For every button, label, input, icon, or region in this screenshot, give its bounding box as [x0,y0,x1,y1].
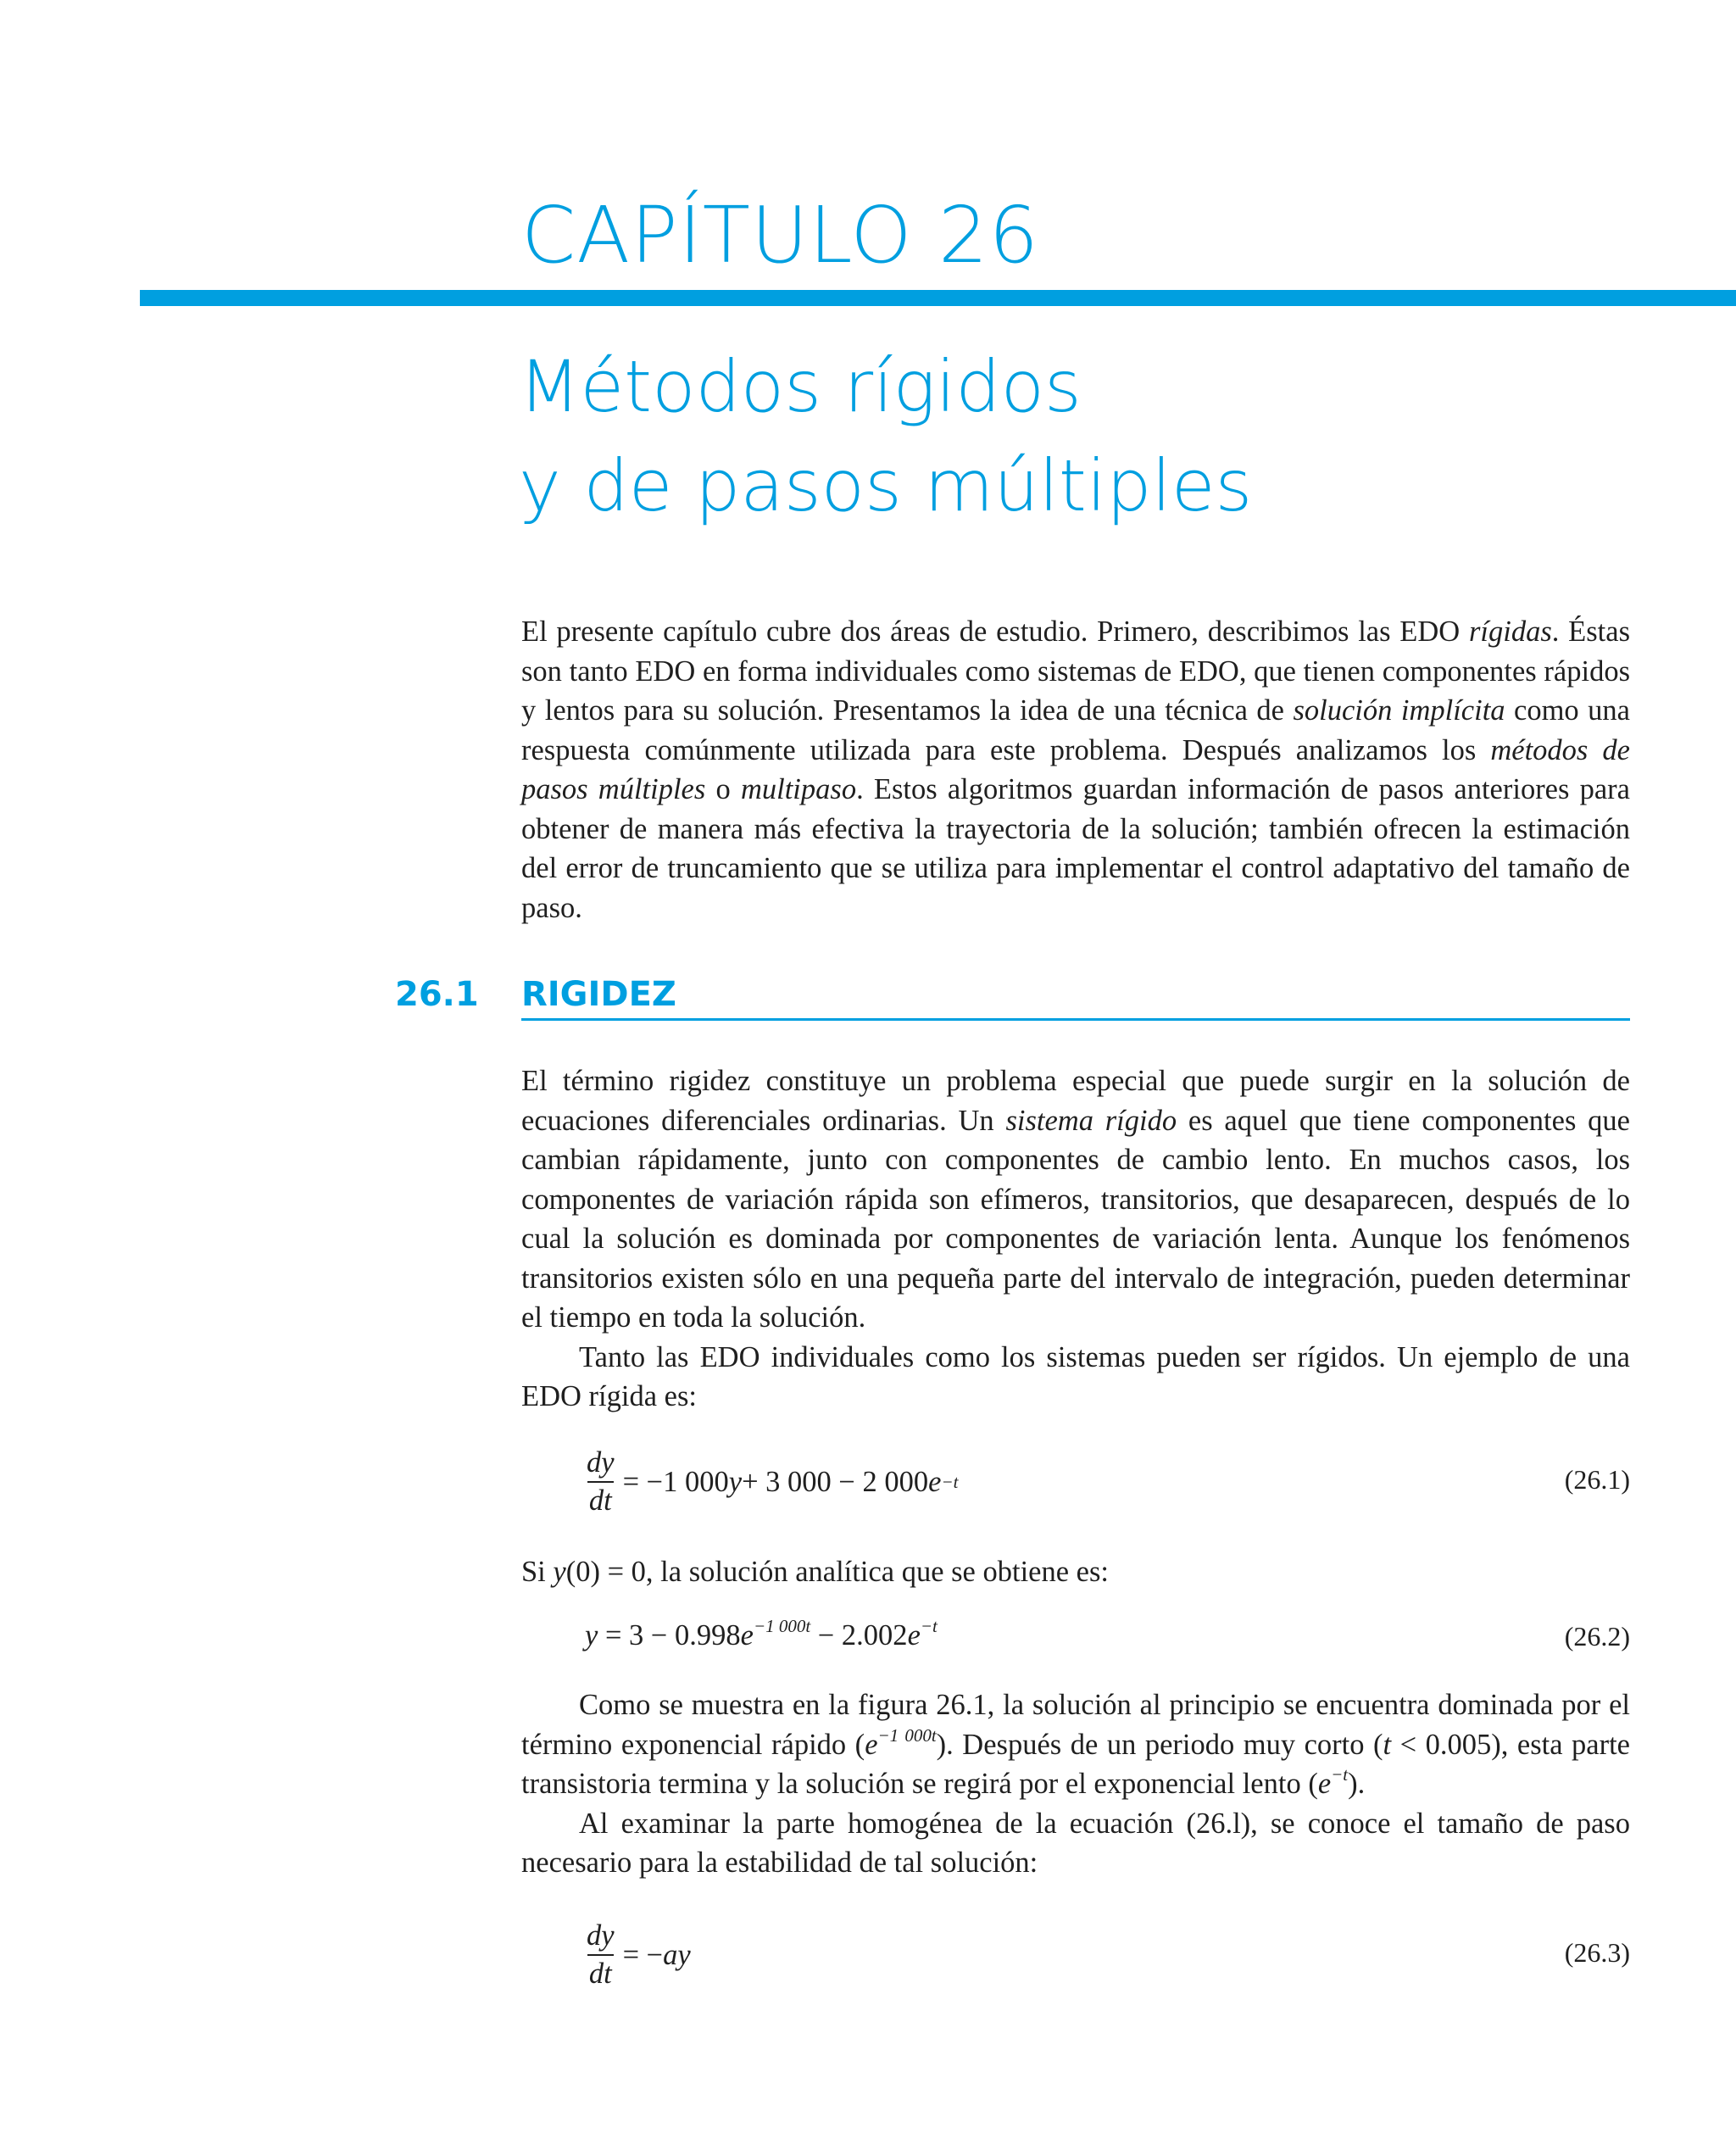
chapter-intro [521,612,1630,927]
equation-variable: e [907,1619,921,1651]
text-run: El presente capítulo cubre dos áreas de estudio. Primero, describimos las EDO [521,615,1469,648]
equation-variable: e [1317,1768,1332,1800]
equation-26-1 [585,1441,1630,1523]
fraction-dy-dt [585,1446,616,1518]
emphasis: métodos de pasos múltiples [521,733,1630,805]
equation-26-3 [585,1914,1630,1996]
equation-number: (26.2) [1564,1621,1630,1651]
equation-variable: t [1383,1728,1392,1761]
paragraph-rigidez [521,1061,1630,1338]
text-run: como una respuesta comúnmente utilizada para este problema. Después analizamos los [521,694,1630,766]
text-run: . Éstas son tanto EDO en forma individuales como sistemas de EDO, que tienen componentes rápidos y lentos para su solución. Presentamos la idea de una técnica de [521,615,1630,727]
text-run: . Estos algoritmos guardan información de pasos anteriores para obtener de manera más efectiva la trayectoria de la solución; también ofrecen la estimación del error de truncamiento que se utiliza para implementar el control adaptativo del tamaño de paso. [521,773,1630,924]
emphasis: solución implícita [1293,694,1505,727]
equation-variable: e [928,1465,942,1498]
equation-body [585,1441,958,1523]
chapter-title [519,337,1621,536]
section-paragraphs-2 [521,1552,1630,1592]
text-run: (0) = 0, la solución analítica que se obtiene es: [565,1556,1109,1588]
equation-term: + 3 000 − 2 000 [742,1465,929,1498]
chapter-divider-bar [140,290,1736,306]
section-paragraphs-1 [521,1061,1630,1417]
fraction-dy-dt [585,1919,616,1991]
equation-exponent: −1 000t [753,1616,811,1636]
text-run: < 0.005), esta parte transistoria termina y la solución se regirá por el exponencial lento ( [521,1728,1630,1800]
chapter-title-line-1: Métodos rígidos [519,345,1082,428]
equation-exponent: −t [941,1472,959,1492]
equation-body [585,1914,691,1996]
section-title: RIGIDEZ [521,975,676,1014]
fraction-denominator: dt [587,1954,614,1991]
equation-variable: y [553,1556,566,1588]
equation-term: = 3 − 0.998 [598,1619,741,1651]
text-run: ). Después de un periodo muy corto ( [936,1728,1383,1761]
text-run: es aquel que tiene componentes que cambian rápidamente, junto con componentes de cambio lento. En muchos casos, los componentes de variación rápida son efímeros, transitorios, que desaparecen, después de lo cual la solución es dominada por componentes de variación lenta. Aunque los fenómenos transitorios existen sólo en una pequeña parte del intervalo de integración, pueden determinar el tiempo en toda la solución. [521,1104,1630,1334]
equation-variable: ay [663,1938,691,1971]
fraction-denominator: dt [587,1481,614,1518]
fraction-numerator: dy [587,1446,615,1479]
fraction-numerator: dy [587,1919,615,1952]
equation-body [585,1616,938,1651]
text-run: ). [1348,1768,1366,1800]
equation-term: = − [622,1938,664,1971]
section-rule [521,1018,1630,1021]
equation-variable: e [865,1728,878,1761]
intro-paragraph [521,612,1630,927]
equation-variable: y [585,1619,598,1651]
equation-term: = −1 000 [622,1465,729,1498]
text-run: Si [521,1556,554,1588]
emphasis: sistema rígido [1005,1104,1177,1137]
text-run: o [705,773,741,805]
emphasis: multipaso [740,773,857,805]
equation-exponent: −t [920,1616,938,1636]
chapter-title-line-2: y de pasos múltiples [519,444,1253,527]
paragraph-solucion [521,1552,1630,1592]
section-number: 26.1 [395,975,479,1014]
chapter-label: CAPÍTULO 26 [521,190,1040,281]
equation-term: − 2.002 [810,1619,908,1651]
text-run: El término rigidez constituye un problema especial que puede surgir en la solución de ecuaciones diferenciales ordinarias. Un [521,1065,1630,1137]
equation-exponent: −1 000t [877,1724,937,1746]
equation-number: (26.1) [1564,1464,1630,1495]
paragraph-ejemplo: Tanto las EDO individuales como los sistemas pueden ser rígidos. Un ejemplo de una EDO rígida es: [521,1340,1630,1412]
equation-variable: y [728,1465,743,1498]
equation-variable: e [740,1619,754,1651]
emphasis: rígidas [1468,615,1552,648]
paragraph-figura [521,1685,1630,1804]
text-run: Como se muestra en la figura 26.1, la solución al principio se encuentra dominada por el término exponencial rápido ( [521,1689,1630,1761]
paragraph-homogenea: Al examinar la parte homogénea de la ecuación (26.l), se conoce el tamaño de paso necesario para la estabilidad de tal solución: [521,1807,1630,1879]
equation-exponent: −t [1331,1764,1349,1785]
section-paragraphs-3 [521,1685,1630,1883]
equation-number: (26.3) [1564,1937,1630,1968]
equation-26-2 [585,1616,1630,1658]
